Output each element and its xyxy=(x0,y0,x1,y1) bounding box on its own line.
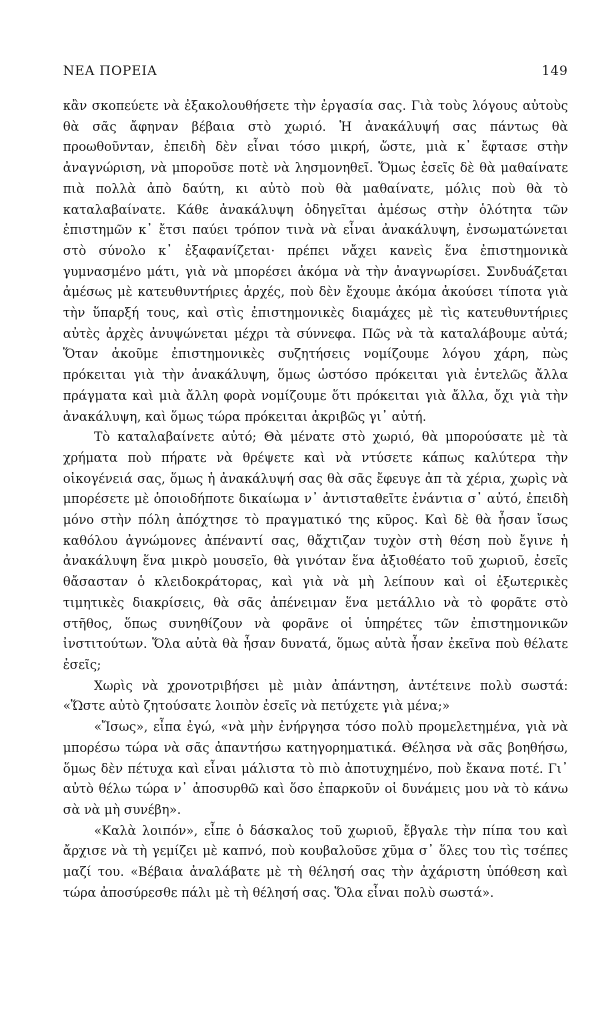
paragraph: Χωρὶς νὰ χρονοτριβήσει μὲ μιὰν ἀπάντηση, ἀντέτεινε πολὺ σωστά: «Ὥστε αὐτὸ ζητούσατε λοιπὸν ἐσεῖς νὰ πετύχετε γιὰ μένα;» xyxy=(63,677,568,714)
page-number: 149 xyxy=(541,64,568,79)
body-text xyxy=(63,96,568,903)
journal-title: ΝΕΑ ΠΟΡΕΙΑ xyxy=(63,64,158,79)
running-header xyxy=(63,64,568,84)
paragraph: Τὸ καταλαβαίνετε αὐτό; Θὰ μένατε στὸ χωριό, θὰ μπορούσατε μὲ τὰ χρήματα ποὺ πήρατε νὰ θρέψετε καὶ νὰ ντύσετε κάπως καλύτερα τὴν οἰκογένειά σας, ὅμως ἡ ἀνακάλυψή σας θὰ σᾶς ἔφευγε ἀπ τὰ χέρια, χωρὶς νὰ μπορέσετε μὲ ὁποιοδήποτε δικαίωμα ν᾽ ἀντισταθεῖτε ἐνάντια σ᾽ αὐτό, ἐπειδὴ μόνο στὴν πόλη ἀπόχτησε τὸ πραγματικό της κῦρος. Καὶ δὲ θὰ ἦσαν ἴσως καθόλου ἀγνώμονες ἀπέναντί σας, θἄχτιζαν τυχὸν στὴ θέση ποὺ ἔγινε ἡ ἀνακάλυψη ἕνα μικρὸ μουσεῖο, θὰ γινόταν ἕνα ἀξιοθέατο τοῦ χωριοῦ, ἐσεῖς θἄσασταν ὁ κλειδοκράτορας, καὶ γιὰ νὰ μὴ λείπουν καὶ οἱ ἐξωτερικὲς τιμητικὲς διακρίσεις, θὰ σᾶς ἀπένειμαν ἕνα μετάλλιο νὰ τὸ φορᾶτε στὸ στῆθος, ὅπως συνηθίζουν νὰ φορᾶνε οἱ ὑπηρέτες τῶν ἐπιστημονικῶν ἰνστιτούτων. Ὅλα αὐτὰ θὰ ἦσαν δυνατά, ὅμως αὐτὰ ἦσαν ἐκεῖνα ποὺ θέλατε ἐσεῖς; xyxy=(63,429,568,672)
paragraph: «Ἴσως», εἶπα ἐγώ, «νὰ μὴν ἐνήργησα τόσο πολὺ προμελετημένα, γιὰ νὰ μπορέσω τώρα νὰ σᾶς ἀπαντήσω κατηγορηματικά. Θέλησα νὰ σᾶς βοηθήσω, ὅμως δὲν πέτυχα καὶ εἶναι μάλιστα τὸ πιὸ ἀποτυχημένο, ποὺ ἔκανα ποτέ. Γι᾽ αὐτὸ θέλω τώρα ν᾽ ἀποσυρθῶ καὶ ὅσο ἐπαρκοῦν οἱ δυνάμεις μου νὰ τὸ κάνω σὰ νὰ μὴ συνέβη». xyxy=(63,719,568,817)
paragraph: κἂν σκοπεύετε νὰ ἐξακολουθήσετε τὴν ἐργασία σας. Γιὰ τοὺς λόγους αὐτοὺς θὰ σᾶς ἄφηναν βέβαια στὸ χωριό. Ἡ ἀνακάλυψή σας πάντως θὰ προωθοῦνταν, ἐπειδὴ δὲν εἶναι τόσο μικρή, ὥστε, μιὰ κ᾽ ἔφτασε στὴν ἀναγνώριση, νὰ μποροῦσε ποτὲ νὰ λησμονηθεῖ. Ὅμως ἐσεῖς δὲ θὰ μαθαίνατε πιὰ πολλὰ ἀπὸ δαύτη, κι αὐτὸ ποὺ θὰ μαθαίνατε, μόλις ποὺ θὰ τὸ καταλαβαίνατε. Κάθε ἀνακάλυψη ὁδηγεῖται ἀμέσως στὴν ὁλότητα τῶν ἐπιστημῶν κ᾽ ἔτσι παύει τρόπον τινὰ νὰ εἶναι ἀνακάλυψη, ἐνσωματώνεται στὸ σύνολο κ᾽ ἐξαφανίζεται· πρέπει νἄχει κανεὶς ἕνα ἐπιστημονικὰ γυμνασμένο μάτι, γιὰ νὰ μπορέσει ἀκόμα νὰ τὴν ἀναγνωρίσει. Συνδυάζεται ἀμέσως μὲ κατευθυντήριες ἀρχές, ποὺ δὲν ἔχουμε ἀκόμα ἀκούσει τίποτα γιὰ τὴν ὕπαρξή τους, καὶ στὶς ἐπιστημονικὲς διαμάχες μὲ τὶς κατευθυντήριες αὐτὲς ἀρχὲς ἀνυψώνεται μέχρι τὰ σύννεφα. Πῶς νὰ τὰ καταλάβουμε αὐτά; Ὅταν ἀκοῦμε ἐπιστημονικὲς συζητήσεις νομίζουμε λόγου χάρη, πὼς πρόκειται γιὰ τὴν ἀνακάλυψη, ὅμως ὡστόσο πρόκειται γιὰ ἐντελῶς ἄλλα πράγματα καὶ μιὰ ἄλλη φορὰ νομίζουμε ὅτι πρόκειται γιὰ ἄλλα, ὄχι γιὰ τὴν ἀνακάλυψη, καὶ ὅμως τώρα πρόκειται ἀκριβῶς γι᾽ αὐτή. xyxy=(63,98,568,424)
paragraph: «Καλὰ λοιπόν», εἶπε ὁ δάσκαλος τοῦ χωριοῦ, ἔβγαλε τὴν πίπα του καὶ ἄρχισε νὰ τὴ γεμίζει μὲ καπνό, ποὺ κουβαλοῦσε χῦμα σ᾽ ὅλες του τὶς τσέπες μαζί του. «Βέβαια ἀναλάβατε μὲ τὴ θέλησή σας τὴν ἀχάριστη ὑπόθεση καὶ τώρα ἀποσύρεσθε πάλι μὲ τὴ θέλησή σας. Ὅλα εἶναι πολὺ σωστά». xyxy=(63,822,568,900)
